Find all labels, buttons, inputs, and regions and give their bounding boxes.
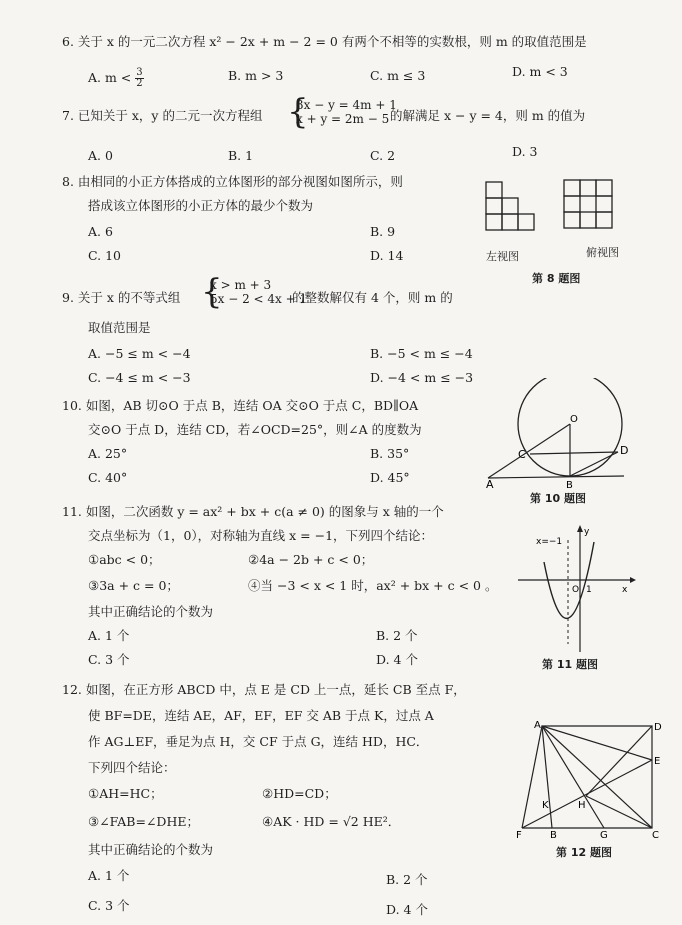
q11-label-1: 1	[586, 585, 592, 595]
q10-point-a: A	[486, 478, 494, 490]
q8-stem-1: 8. 由相同的小正方体搭成的立体图形的部分视图如图所示，则	[62, 174, 403, 189]
q8-figure	[478, 176, 638, 246]
q7-stem-post: 的解满足 x − y = 4，则 m 的值为	[390, 108, 586, 123]
q12-point-f: F	[516, 830, 522, 840]
q12-option-a: A. 1 个	[88, 868, 130, 883]
q7-eq2: x + y = 2m − 5	[296, 112, 390, 126]
q6-fraction-den: 2	[136, 78, 143, 89]
q11-label-y: y	[584, 527, 590, 537]
q12-segment-ef	[522, 760, 652, 828]
q12-conclusion-1: ①AH=HC；	[88, 786, 163, 801]
q12-conclusion-2: ②HD=CD；	[262, 786, 337, 801]
q10-point-c: C	[518, 448, 526, 461]
q11-conclusion-2: ②4a − 2b + c < 0；	[248, 552, 374, 567]
q11-caption: 第 11 题图	[542, 658, 598, 671]
q11-conclusion-4: ④当 −3 < x < 1 时，ax² + bx + c < 0 。	[248, 578, 498, 593]
q6-fraction	[135, 68, 143, 89]
q9-option-c: C. −4 ≤ m < −3	[88, 370, 191, 385]
q12-figure	[512, 716, 672, 840]
q11-label-o: O	[572, 585, 580, 595]
q9-stem-2: 取值范围是	[88, 320, 151, 335]
q11-stem-3: 其中正确结论的个数为	[88, 604, 214, 619]
q7-eq1: 3x − y = 4m + 1	[296, 98, 397, 112]
q12-stem-5: 其中正确结论的个数为	[88, 842, 214, 857]
q10-option-c: C. 40°	[88, 470, 128, 485]
q12-diagonal-ac	[542, 726, 652, 828]
q8-label-left-view: 左视图	[486, 250, 519, 263]
q12-stem-3: 作 AG⊥EF，垂足为点 H，交 CF 于点 G，连结 HD，HC．	[88, 734, 429, 749]
q6-option-c: C. m ≤ 3	[370, 68, 426, 83]
q8-option-a: A. 6	[88, 224, 113, 239]
q7-option-a: A. 0	[88, 148, 113, 163]
q12-point-e: E	[654, 756, 661, 767]
q9-stem-post: 的整数解仅有 4 个，则 m 的	[292, 290, 453, 305]
q11-conclusion-3: ③3a + c = 0；	[88, 578, 179, 593]
q6-fraction-num: 3	[136, 67, 143, 78]
q11-conclusion-1: ①abc < 0；	[88, 552, 161, 567]
q12-point-k: K	[542, 800, 549, 811]
q11-label-x: x	[622, 585, 628, 595]
q11-option-a: A. 1 个	[88, 628, 130, 643]
q11-stem-2: 交点坐标为（1，0），对称轴为直线 x = −1，下列四个结论：	[88, 528, 434, 543]
q12-point-g: G	[600, 830, 608, 840]
q10-option-b: B. 35°	[370, 446, 410, 461]
q9-option-b: B. −5 < m ≤ −4	[370, 346, 473, 361]
q12-option-d: D. 4 个	[386, 902, 428, 917]
q12-conclusion-3: ③∠FAB=∠DHE；	[88, 814, 199, 829]
q8-option-d: D. 14	[370, 248, 404, 263]
q6-option-d: D. m < 3	[512, 64, 568, 79]
q11-label-axis: x=−1	[536, 537, 563, 547]
q12-point-b: B	[550, 830, 557, 840]
q10-stem-2: 交⊙O 于点 D，连结 CD，若∠OCD=25°，则∠A 的度数为	[88, 422, 422, 437]
q10-caption: 第 10 题图	[530, 492, 586, 505]
q8-stem-2: 搭成该立体图形的小正方体的最少个数为	[88, 198, 314, 213]
q12-option-c: C. 3 个	[88, 898, 130, 913]
q8-caption: 第 8 题图	[532, 272, 581, 285]
q12-segment-af	[522, 726, 542, 828]
q10-point-o: O	[570, 414, 578, 425]
q8-option-c: C. 10	[88, 248, 121, 263]
q10-tangent-ab	[488, 476, 624, 478]
q12-option-b: B. 2 个	[386, 872, 428, 887]
q11-option-b: B. 2 个	[376, 628, 418, 643]
q12-point-h: H	[578, 800, 586, 811]
q10-stem-1: 10. 如图，AB 切⊙O 于点 B，连结 OA 交⊙O 于点 C，BD∥OA	[62, 398, 419, 413]
q7-stem-pre: 7. 已知关于 x，y 的二元一次方程组	[62, 108, 263, 123]
q11-option-d: D. 4 个	[376, 652, 418, 667]
q12-caption: 第 12 题图	[556, 846, 612, 859]
q10-option-a: A. 25°	[88, 446, 128, 461]
q8-top-view	[564, 180, 612, 228]
q12-point-a: A	[534, 720, 541, 731]
q10-point-b: B	[566, 480, 573, 490]
q7-option-c: C. 2	[370, 148, 396, 163]
q7-brace: {	[287, 92, 309, 132]
q10-segment-oa	[488, 424, 570, 478]
q8-option-b: B. 9	[370, 224, 396, 239]
q9-stem-pre: 9. 关于 x 的不等式组	[62, 290, 181, 305]
q9-option-a: A. −5 ≤ m < −4	[88, 346, 191, 361]
q9-option-d: D. −4 < m ≤ −3	[370, 370, 474, 385]
q11-option-c: C. 3 个	[88, 652, 130, 667]
q7-option-d: D. 3	[512, 144, 538, 159]
q9-brace: {	[201, 272, 223, 312]
q6-option-a	[88, 68, 144, 89]
q6-option-a-label: A. m <	[88, 70, 132, 85]
q11-figure	[514, 522, 636, 654]
q6-option-b: B. m > 3	[228, 68, 284, 83]
q10-segment-bd	[570, 452, 618, 476]
q12-segment-hd	[586, 726, 652, 796]
q12-lines	[522, 726, 652, 828]
q11-x-arrow	[630, 577, 636, 583]
q10-figure	[484, 378, 634, 490]
q12-stem-4: 下列四个结论：	[88, 760, 176, 775]
q8-label-top-view: 俯视图	[586, 246, 619, 259]
q9-eq2: 5x − 2 < 4x + 1	[210, 292, 308, 306]
q12-segment-hc	[586, 796, 652, 828]
q11-stem-1: 11. 如图，二次函数 y = ax² + bx + c(a ≠ 0) 的图象与 x 轴的一个	[62, 504, 444, 519]
q7-option-b: B. 1	[228, 148, 254, 163]
q12-conclusion-4: ④AK · HD = √2 HE²．	[262, 814, 401, 829]
q7-system	[287, 92, 397, 132]
q12-stem-2: 使 BF=DE，连结 AE，AF，EF，EF 交 AB 于点 K，过点 A	[88, 708, 434, 723]
q10-option-d: D. 45°	[370, 470, 410, 485]
q12-point-c: C	[652, 830, 659, 840]
q8-left-view	[486, 182, 534, 230]
q9-eq1: x > m + 3	[210, 278, 272, 292]
q10-segment-cd	[530, 452, 618, 454]
q12-point-d: D	[654, 722, 662, 733]
q6-stem: 6. 关于 x 的一元二次方程 x² − 2x + m − 2 = 0 有两个不相等的实数根，则 m 的取值范围是	[62, 34, 587, 49]
q11-y-arrow	[577, 525, 583, 532]
q10-point-d: D	[620, 444, 629, 457]
q12-stem-1: 12. 如图，在正方形 ABCD 中，点 E 是 CD 上一点，延长 CB 至点 F，	[62, 682, 466, 697]
